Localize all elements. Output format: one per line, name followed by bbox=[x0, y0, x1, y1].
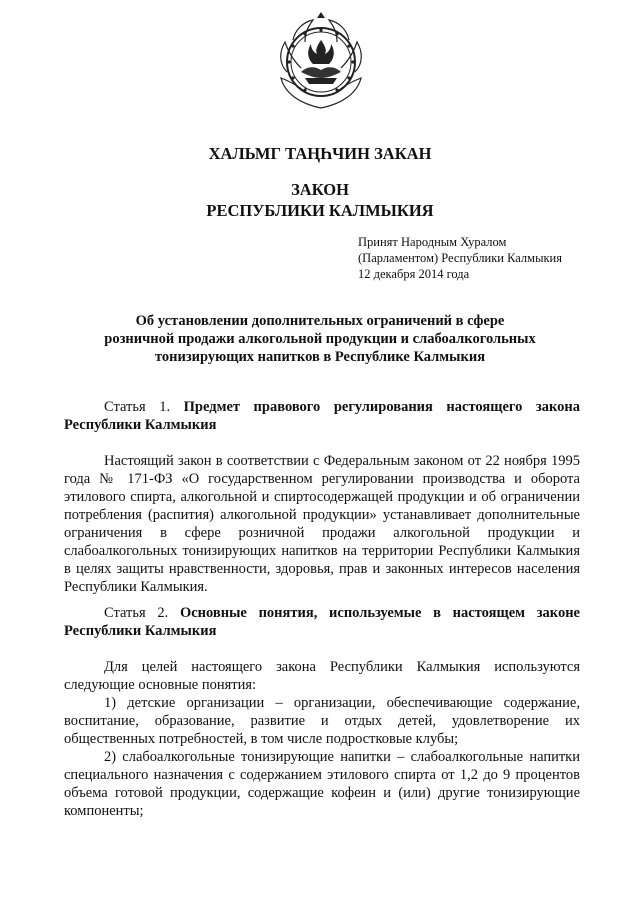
article-2-title: Основные понятия, используемые в настоящем законе Республики Калмыкия bbox=[64, 605, 580, 639]
kalmykia-coat-of-arms-emblem bbox=[271, 12, 371, 112]
article-2-intro: Для целей настоящего закона Республики Калмыкия используются следующие основные понятия: bbox=[64, 659, 580, 693]
article-2-item-2: 2) слабоалкогольные тонизирующие напитки – слабоалкогольные напитки специального назначения с содержанием этилового спирта от 1,2 до 9 процентов объема готовой продукции, содержащие кофеин и (или) другие тонизирующие компоненты; bbox=[64, 749, 580, 819]
kalmyk-law-title: ХАЛЬМГ ТАҢҺЧИН ЗАКАН bbox=[208, 144, 432, 163]
law-title: ЗАКОН bbox=[291, 180, 349, 199]
article-1-text: Настоящий закон в соответствии с Федеральным законом от 22 ноября 1995 года № 171-ФЗ «О государственном регулировании производства и оборота этилового спирта, алкогольной и спиртосодержащей продукции и об ограничении потребления (распития) алкогольной продукции» устанавливает дополнительные ограничения в сфере розничной продажи алкогольной продукции и слабоалкогольных тонизирующих напитков на территории Республики Калмыкия в целях защиты нравственности, здоровья, прав и законных интересов населения Республики Калмыкия. bbox=[64, 453, 580, 595]
article-1-heading bbox=[64, 398, 580, 434]
article-1-title: Предмет правового регулирования настоящего закона Республики Калмыкия bbox=[64, 399, 580, 433]
adoption-line: Принят Народным Хуралом bbox=[358, 235, 507, 249]
subject-line: розничной продажи алкогольной продукции и слабоалкогольных bbox=[104, 331, 536, 347]
article-2 bbox=[64, 604, 580, 820]
law-subject-heading bbox=[60, 312, 580, 366]
article-1 bbox=[64, 398, 580, 596]
article-2-number: Статья 2. bbox=[104, 605, 169, 621]
article-2-heading bbox=[64, 604, 580, 640]
subject-line: тонизирующих напитков в Республике Калмыкия bbox=[154, 349, 486, 365]
republic-title: РЕСПУБЛИКИ КАЛМЫКИЯ bbox=[206, 201, 434, 220]
adoption-date: 12 декабря 2014 года bbox=[358, 267, 470, 281]
adoption-line: (Парламентом) Республики Калмыкия bbox=[358, 251, 562, 265]
adoption-note bbox=[358, 234, 562, 282]
article-1-number: Статья 1. bbox=[104, 399, 171, 415]
article-2-item-1: 1) детские организации – организации, обеспечивающие содержание, воспитание, образование, развитие и отдых детей, удовлетворение их общественных потребностей, в том числе подростковые клубы; bbox=[64, 695, 580, 747]
subject-line: Об установлении дополнительных ограничений в сфере bbox=[135, 313, 505, 329]
